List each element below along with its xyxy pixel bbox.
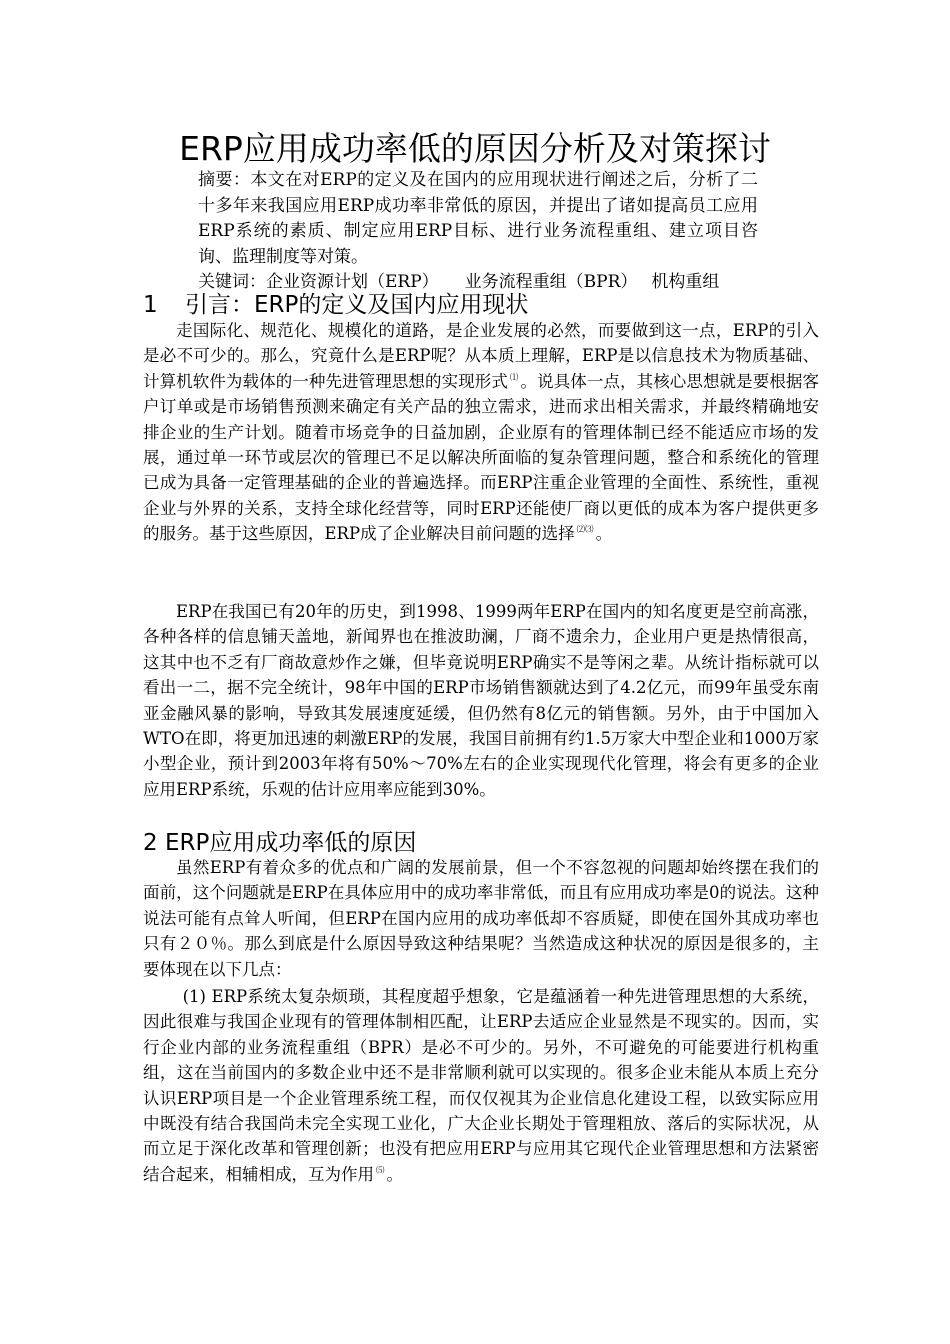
body-paragraph — [143, 984, 819, 1187]
paragraph-text: ERP在我国已有20年的历史，到1998、1999两年ERP在国内的知名度更是空前高涨，各种各样的信息铺天盖地，新闻界也在推波助澜，厂商不遗余力，企业用户更是热情很高，这其中也不乏有厂商故意炒作之嫌，但毕竟说明ERP确实不是等闲之辈。从统计指标就可以看出一二，据不完全统计，98年中国的ERP市场销售额就达到了4.2亿元，而99年虽受东南亚金融风暴的影响，导致其发展速度延缓，但仍然有8亿元的销售额。另外，由于中国加入WTO在即，将更加迅速的刺激ERP的发展，我国目前拥有约1.5万家大中型企业和1000万家小型企业，预计到2003年将有50%～70%左右的企业实现现代化管理，将会有更多的企业应用ERP系统，乐观的估计应用率应能到30%。 — [143, 602, 819, 799]
keyword-item: 企业资源计划（ERP） — [266, 272, 439, 292]
paragraph-text: 走国际化、规范化、规模化的道路，是企业发展的必然，而要做到这一点，ERP的引入是必不可少的。那么，究竟什么是ERP呢？从本质上理解，ERP是以信息技术为物质基础、计算机软件为载体的一种先进管理思想的实现形式 — [143, 321, 819, 391]
citation-marker: ⑴ — [509, 372, 519, 383]
paper-title: ERP应用成功率低的原因分析及对策探讨 — [179, 129, 771, 168]
paragraph-text: 。 — [386, 1164, 404, 1184]
keyword-item: 机构重组 — [651, 272, 720, 292]
section-heading — [143, 828, 823, 858]
abstract-text: 本文在对ERP的定义及在国内的应用现状进行阐述之后，分析了二十多年来我国应用ERP成功率非常低的原因，并提出了诸如提高员工应用ERP系统的素质、制定应用ERP目标、进行业务流程重组、建立项目咨询、监理制度等对策。 — [198, 170, 758, 267]
section-number: 2 — [143, 830, 158, 856]
body-paragraph — [143, 318, 819, 547]
section-number: 1 — [143, 292, 158, 318]
section-heading — [143, 290, 823, 320]
paragraph-text: (1) ERP系统太复杂烦琐，其程度超乎想象，它是蕴涵着一种先进管理思想的大系统，因此很难与我国企业现有的管理体制相匹配，让ERP去适应企业显然是不现实的。因而，实行企业内部的业务流程重组（BPR）是必不可少的。另外，不可避免的可能要进行机构重组，这在当前国内的多数企业中还不是非常顺利就可以实现的。很多企业未能从本质上充分认识ERP项目是一个企业管理系统工程，而仅仅视其为企业信息化建设工程，以致实际应用中既没有结合我国尚未完全实现工业化，广大企业长期处于管理粗放、落后的实际状况，从而立足于深化改革和管理创新；也没有把应用ERP与应用其它现代企业管理思想和方法紧密结合起来，相辅相成，互为作用 — [143, 987, 819, 1184]
keyword-item: 业务流程重组（BPR） — [464, 272, 638, 292]
body-paragraph — [143, 599, 819, 802]
paragraph-text: 虽然ERP有着众多的优点和广阔的发展前景，但一个不容忽视的问题却始终摆在我们的面前，这个问题就是ERP在具体应用中的成功率非常低，而且有应用成功率是0的说法。这种说法可能有点耸人听闻，但ERP在国内应用的成功率低却不容质疑，即使在国外其成功率也只有２０％。那么到底是什么原因导致这种结果呢？当然造成这种状况的原因是很多的，主要体现在以下几点： — [143, 858, 819, 979]
section-title: 引言：ERP的定义及国内应用现状 — [185, 292, 529, 318]
body-paragraph — [143, 855, 819, 982]
abstract — [198, 168, 758, 270]
section-title: ERP应用成功率低的原因 — [165, 830, 417, 856]
paragraph-text: 。 — [595, 524, 613, 544]
keywords-label: 关键词： — [198, 272, 266, 292]
citation-marker: ⑸ — [376, 1165, 385, 1176]
citation-marker: ⑵⑶ — [576, 525, 594, 536]
paragraph-text: 。说具体一点，其核心思想就是要根据客户订单或是市场销售预测来确定有关产品的独立需求，进而求出相关需求，并最终精确地安排企业的生产计划。随着市场竞争的日益加剧，企业原有的管理体制已经不能适应市场的发展，通过单一环节或层次的管理已不足以解决所面临的复杂管理问题，整合和系统化的管理已成为具备一定管理基础的企业的普遍选择。而ERP注重企业管理的全面性、系统性，重视企业与外界的关系，支持全球化经营等，同时ERP还能使厂商以更低的成本为客户提供更多的服务。基于这些原因，ERP成了企业解决目前问题的选择 — [143, 371, 819, 544]
abstract-label: 摘要： — [198, 170, 251, 190]
